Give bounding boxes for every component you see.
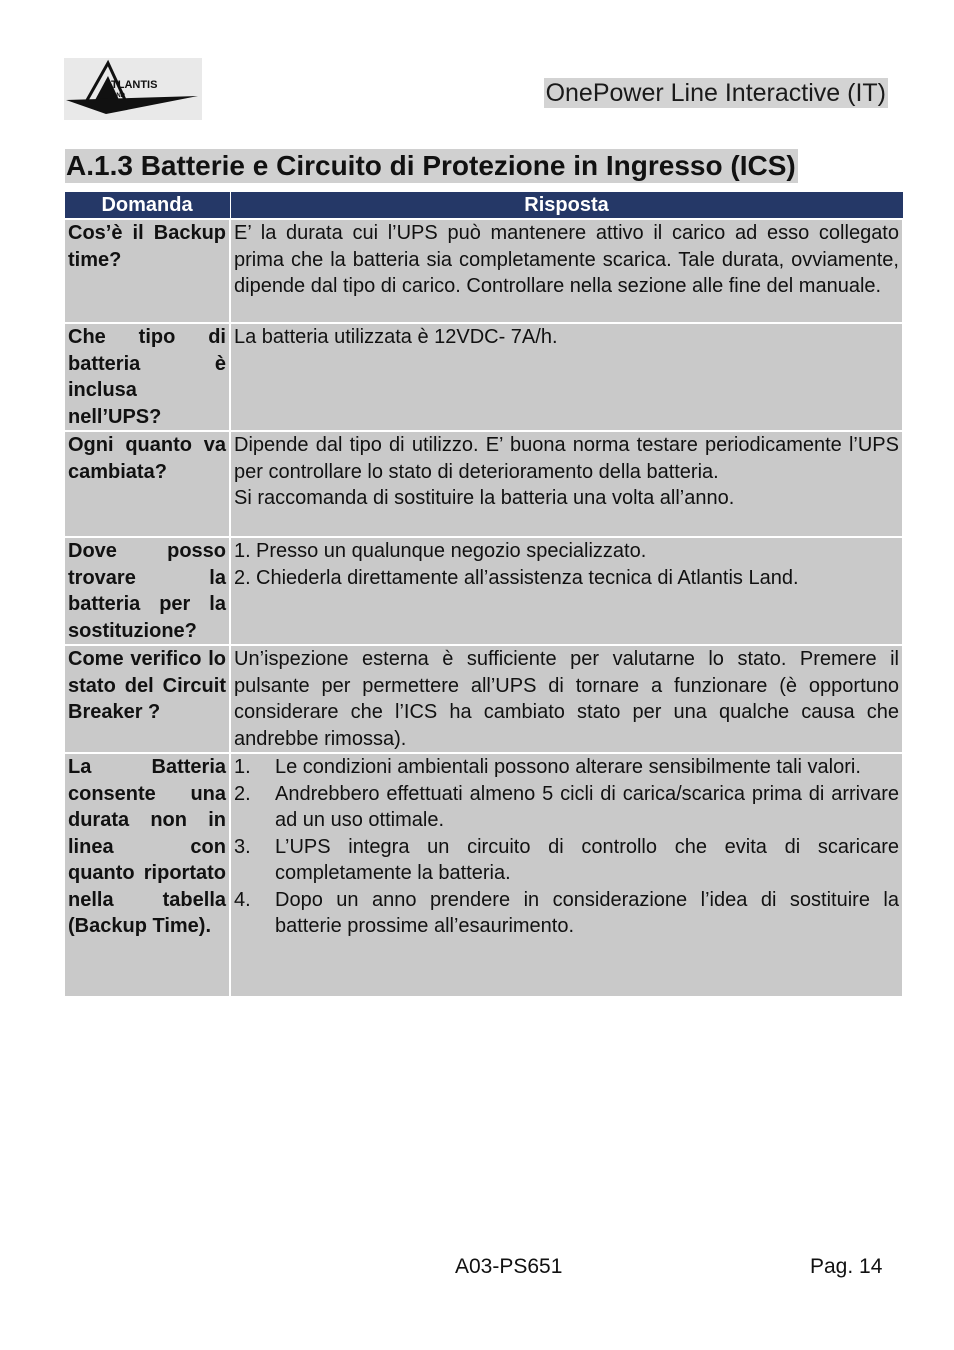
list-item bbox=[234, 834, 899, 887]
list-number: 4. bbox=[234, 888, 251, 911]
footer-doc-code: A03-PS651 bbox=[455, 1255, 563, 1278]
list-item-text: Dopo un anno prendere in considerazione l’idea di sostituire la batterie prossime all’esaurimento. bbox=[275, 888, 899, 937]
list-item-text: Le condizioni ambientali possono alterare sensibilmente tali valori. bbox=[275, 756, 861, 778]
column-header-answer: Risposta bbox=[230, 192, 903, 220]
table-header-row bbox=[64, 192, 903, 220]
list-item bbox=[234, 781, 899, 834]
faq-table bbox=[63, 191, 904, 998]
section-title: A.1.3 Batterie e Circuito di Protezione in Ingresso (ICS) bbox=[66, 150, 796, 181]
question-cell: La Batteria consente una durata non in linea con quanto riportato nella tabella (Backup Time). bbox=[64, 753, 230, 997]
table-row bbox=[64, 323, 903, 431]
list-item bbox=[234, 754, 899, 781]
list-item-text: Chiederla direttamente all’assistenza tecnica di Atlantis Land. bbox=[256, 566, 799, 589]
table-row bbox=[64, 537, 903, 645]
logo-subtext: AND bbox=[112, 93, 125, 99]
column-header-question: Domanda bbox=[64, 192, 230, 220]
question-cell: Dove posso trovare la batteria per la sostituzione? bbox=[64, 537, 230, 645]
list-item bbox=[234, 887, 899, 940]
list-number: 2. bbox=[234, 566, 251, 589]
table-row bbox=[64, 645, 903, 753]
answer-cell: La batteria utilizzata è 12VDC- 7A/h. bbox=[230, 323, 903, 431]
table-row bbox=[64, 753, 903, 997]
answer-cell bbox=[230, 431, 903, 537]
answer-paragraph: Dipende dal tipo di utilizzo. E’ buona norma testare periodicamente l’UPS per controllare lo stato di deterioramento della batteria. bbox=[234, 434, 899, 483]
question-cell: Come verifico lo stato del Circuit Breaker ? bbox=[64, 645, 230, 753]
atlantis-land-logo bbox=[64, 58, 202, 120]
answer-cell: E’ la durata cui l’UPS può mantenere attivo il carico ad esso collegato prima che la batteria sia completamente scarica. Tale durata, ovviamente, dipende dal tipo di carico. Controllare nella sezione alle fine del manuale. bbox=[230, 219, 903, 323]
question-cell: Che tipo di batteria è inclusa nell’UPS? bbox=[64, 323, 230, 431]
question-cell: Ogni quanto va cambiata? bbox=[64, 431, 230, 537]
answer-paragraph: Si raccomanda di sostituire la batteria una volta all’anno. bbox=[234, 487, 735, 509]
logo-text: TLANTIS bbox=[111, 79, 158, 91]
table-row bbox=[64, 219, 903, 323]
list-number: 2. bbox=[234, 782, 251, 805]
answer-list bbox=[234, 538, 899, 591]
footer-page-number: Pag. 14 bbox=[810, 1255, 883, 1278]
document-title: OnePower Line Interactive (IT) bbox=[545, 79, 886, 107]
list-number: 3. bbox=[234, 835, 251, 858]
list-number: 1. bbox=[234, 756, 251, 778]
answer-cell bbox=[230, 753, 903, 997]
question-cell: Cos’è il Backup time? bbox=[64, 219, 230, 323]
answer-cell bbox=[230, 537, 903, 645]
list-item-text: Presso un qualunque negozio specializzato. bbox=[256, 540, 647, 562]
table-row bbox=[64, 431, 903, 537]
answer-cell: Un’ispezione esterna è sufficiente per valutarne lo stato. Premere il pulsante per permettere all’UPS di tornare a funzionare (è opportuno considerare che l’ICS ha cambiato stato per una qualche causa che andrebbe rimossa). bbox=[230, 645, 903, 753]
list-item-text: L’UPS integra un circuito di controllo che evita di scaricare completamente la batteria. bbox=[275, 835, 899, 884]
list-item bbox=[234, 565, 899, 592]
answer-list bbox=[234, 754, 899, 940]
list-number: 1. bbox=[234, 540, 251, 562]
list-item bbox=[234, 538, 899, 565]
list-item-text: Andrebbero effettuati almeno 5 cicli di carica/scarica prima di arrivare ad un uso ottimale. bbox=[275, 782, 899, 831]
